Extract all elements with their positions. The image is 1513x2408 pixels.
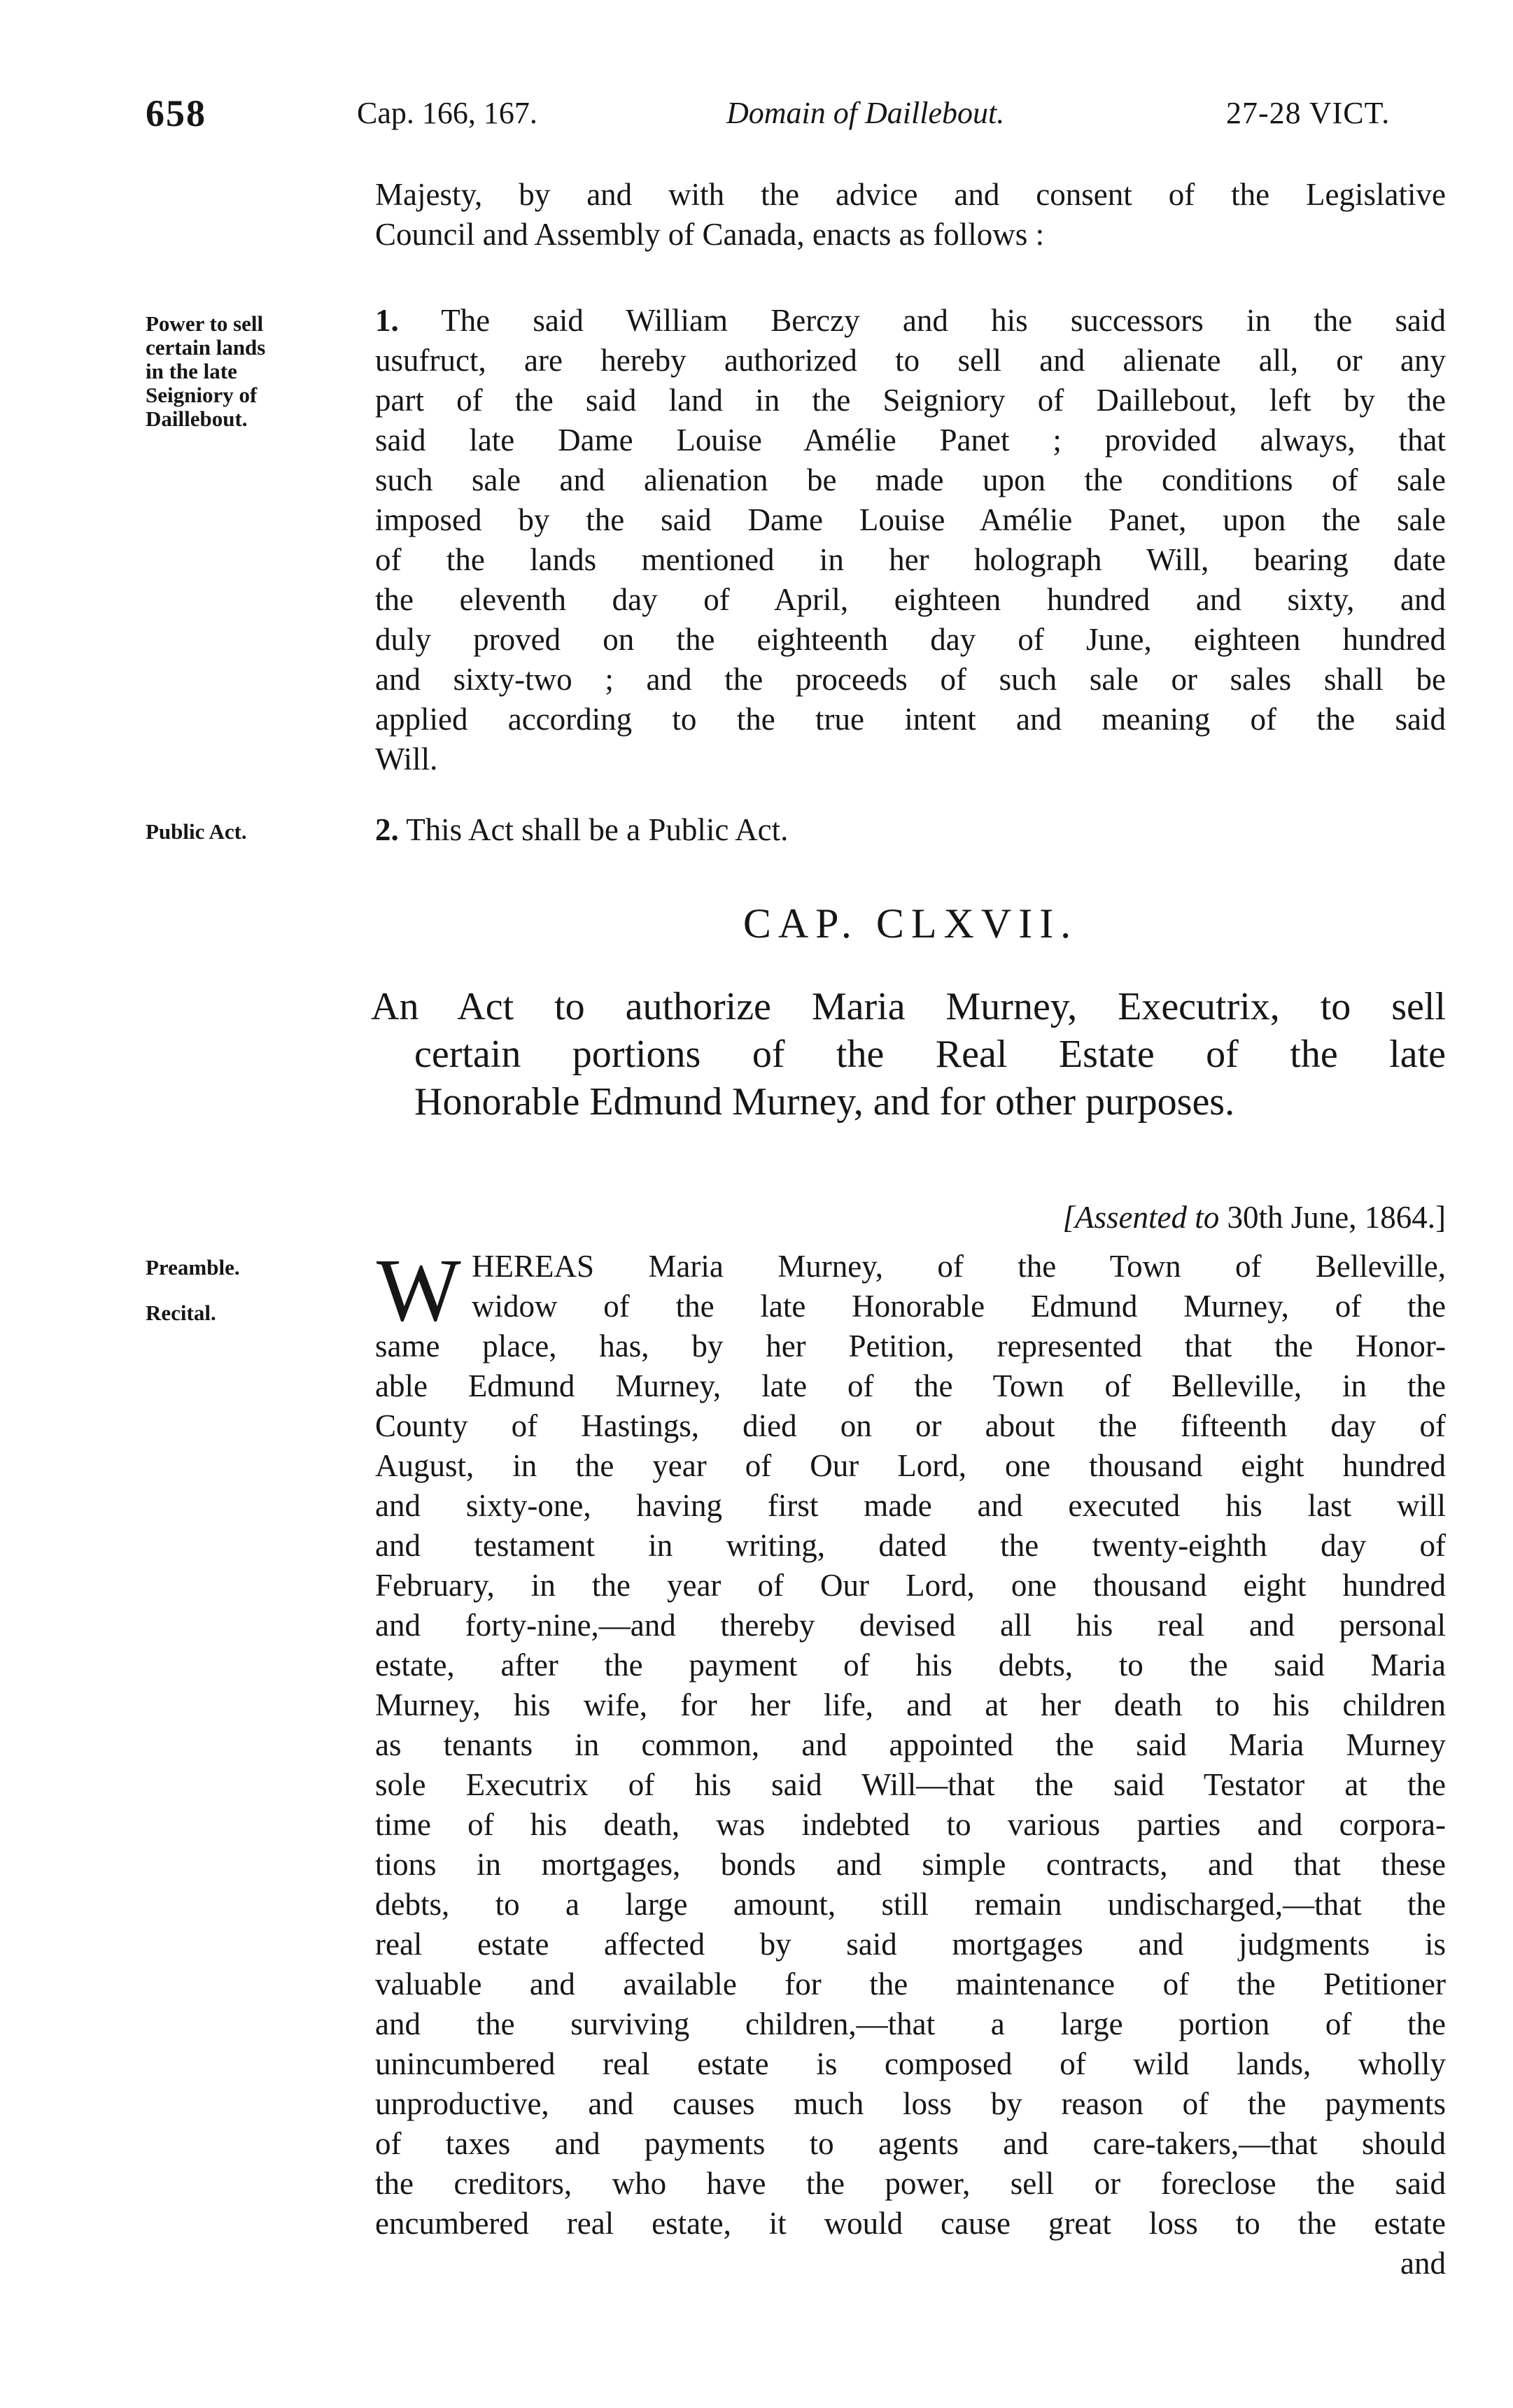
title-line: An Act to authorize Maria Murney, Executrix, to sell	[371, 985, 1446, 1028]
text-line: the eleventh day of April, eighteen hundred and sixty, and	[375, 582, 1446, 617]
text-line: Council and Assembly of Canada, enacts as follows :	[375, 217, 1045, 252]
section-number: 2.	[375, 812, 399, 847]
title-line: certain portions of the Real Estate of the late	[414, 1033, 1446, 1076]
act-title	[371, 983, 1446, 1126]
text-line: such sale and alienation be made upon the conditions of sale	[375, 462, 1446, 497]
text-line: said late Dame Louise Amélie Panet ; provided always, that	[375, 423, 1446, 458]
text-line: applied according to the true intent and meaning of the said	[375, 702, 1446, 737]
chapter-reference: Cap. 166, 167.	[357, 96, 537, 130]
text-line: and forty-nine,—and thereby devised all his real and personal	[375, 1608, 1446, 1643]
text-line: imposed by the said Dame Louise Amélie Panet, upon the sale	[375, 502, 1446, 537]
text-line: same place, has, by her Petition, represented that the Honor-	[375, 1329, 1446, 1364]
text-line: Majesty, by and with the advice and consent of the Legislative	[375, 177, 1446, 212]
text-line: as tenants in common, and appointed the said Maria Murney	[375, 1727, 1446, 1762]
margin-note-power-to-sell: Power to sell certain lands in the late Seigniory of Daillebout.	[146, 311, 266, 431]
text-line: and sixty-two ; and the proceeds of such sale or sales shall be	[375, 662, 1446, 697]
text-line: and the surviving children,—that a large portion of the	[375, 2006, 1446, 2041]
text-line: tions in mortgages, bonds and simple contracts, and that these	[375, 1847, 1446, 1882]
drop-cap: W	[377, 1240, 461, 1340]
text-line: duly proved on the eighteenth day of June, eighteen hundred	[375, 622, 1446, 657]
text-line: County of Hastings, died on or about the fifteenth day of	[375, 1408, 1446, 1443]
margin-note-recital: Recital.	[146, 1301, 216, 1325]
text-line: usufruct, are hereby authorized to sell and alienate all, or any	[375, 343, 1446, 378]
text-line: Will.	[375, 742, 438, 777]
text-line: sole Executrix of his said Will—that the said Testator at the	[375, 1767, 1446, 1802]
text-line: Murney, his wife, for her life, and at her death to his children	[375, 1687, 1446, 1722]
text-line: unincumbered real estate is composed of wild lands, wholly	[375, 2046, 1446, 2081]
text-line: debts, to a large amount, still remain undischarged,—that the	[375, 1887, 1446, 1922]
text-line: widow of the late Honorable Edmund Murney, of the	[472, 1289, 1446, 1324]
text-line: encumbered real estate, it would cause great loss to the estate	[375, 2206, 1446, 2241]
margin-note-preamble: Preamble.	[146, 1255, 240, 1280]
text-line: HEREAS Maria Murney, of the Town of Belleville,	[472, 1249, 1446, 1284]
text-line: time of his death, was indebted to various parties and corpora-	[375, 1807, 1446, 1842]
text-line: February, in the year of Our Lord, one thousand eight hundred	[375, 1568, 1446, 1603]
assent-date: [Assented to 30th June, 1864.]	[1062, 1200, 1446, 1235]
enacting-clause	[375, 175, 1446, 255]
text-line: August, in the year of Our Lord, one thousand eight hundred	[375, 1448, 1446, 1483]
text-line: and sixty-one, having first made and executed his last will	[375, 1488, 1446, 1523]
text-line: 1. The said William Berczy and his successors in the said	[375, 303, 1447, 338]
running-title: Domain of Daillebout.	[726, 96, 1005, 130]
text-line: and testament in writing, dated the twenty-eighth day of	[375, 1528, 1446, 1563]
section-2	[375, 810, 1446, 850]
text-line: part of the said land in the Seigniory of Daillebout, left by the	[375, 383, 1446, 418]
regnal-year: 27-28 VICT.	[1226, 96, 1391, 130]
catchword: and	[1400, 2246, 1446, 2281]
text-line: real estate affected by said mortgages and judgments is	[375, 1927, 1446, 1962]
title-line: Honorable Edmund Murney, and for other purposes.	[414, 1080, 1235, 1124]
text-line: unproductive, and causes much loss by reason of the payments	[375, 2086, 1446, 2121]
chapter-heading: CAP. CLXVII.	[743, 900, 1078, 947]
text-line: of the lands mentioned in her holograph Will, bearing date	[375, 542, 1446, 577]
text-line: valuable and available for the maintenance of the Petitioner	[375, 1967, 1446, 2002]
text-line: estate, after the payment of his debts, to the said Maria	[375, 1648, 1446, 1683]
page-number: 658	[146, 92, 206, 134]
text-line: of taxes and payments to agents and care-takers,—that should	[375, 2126, 1446, 2161]
preamble-text	[375, 1240, 1446, 2283]
margin-note-public-act: Public Act.	[146, 819, 247, 844]
section-1	[375, 301, 1446, 779]
text-line: able Edmund Murney, late of the Town of Belleville, in the	[375, 1368, 1446, 1403]
section-number: 1.	[375, 303, 399, 338]
text-line: 2. This Act shall be a Public Act.	[375, 812, 789, 847]
text-line: the creditors, who have the power, sell or foreclose the said	[375, 2166, 1446, 2201]
